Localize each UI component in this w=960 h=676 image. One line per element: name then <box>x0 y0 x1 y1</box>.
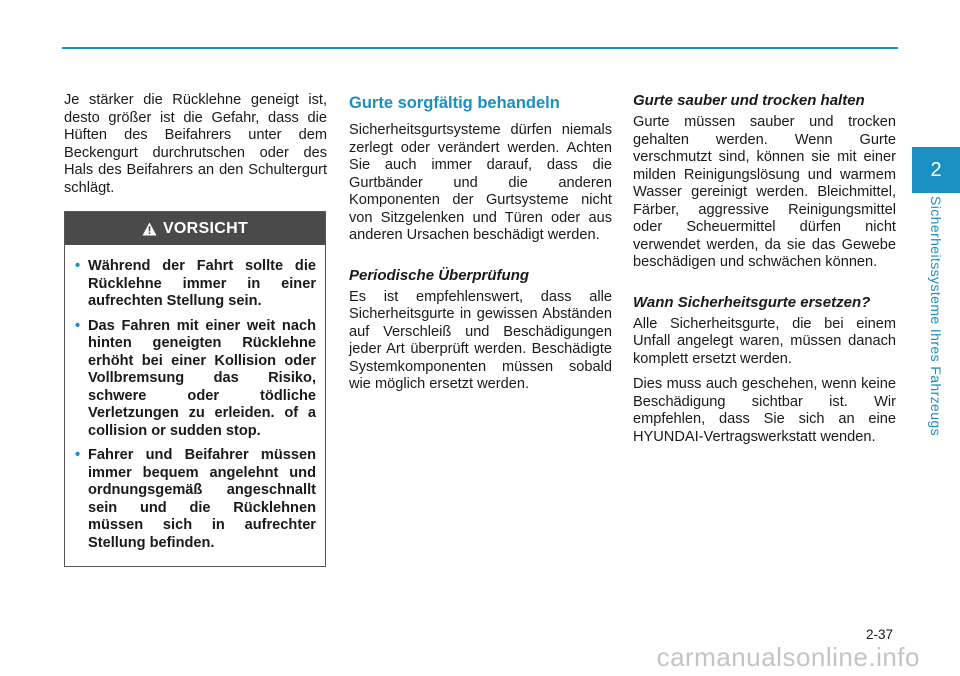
paragraph-replace: Alle Sicherheitsgurte, die bei einem Unfall angelegt waren, müssen danach komplett ersetzt werden. <box>633 315 896 367</box>
intro-paragraph: Je stärker die Rücklehne geneigt ist, desto größer ist die Gefahr, dass die Hüften des Beifahrers unter dem Beckengurt durchrutschen oder des Hals des Beifahrers an den Schultergurt schlägt. <box>64 92 327 196</box>
column-3 <box>633 92 896 454</box>
caution-item: • Während der Fahrt sollte die Rücklehne immer in einer aufrechten Stellung sein. <box>75 258 316 309</box>
chapter-title-vertical: Sicherheitssysteme Ihres Fahrzeugs <box>928 195 944 437</box>
paragraph-care: Sicherheitsgurtsysteme dürfen niemals zerlegt oder verändert werden. Achten Sie auch immer darauf, dass die Gurtbänder und die anderen Komponenten der Gurtsysteme nicht von Sitzgelenken und Türen oder aus anderen Ursachen beschädigt werden. <box>349 122 612 243</box>
watermark: carmanualsonline.info <box>656 642 920 672</box>
caution-box <box>64 211 326 567</box>
subheading-clean: Gurte sauber und trocken halten <box>633 92 865 109</box>
warning-triangle-icon <box>142 222 157 236</box>
caution-item: • Fahrer und Beifahrer müssen immer bequem angelehnt und ordnungsgemäß angeschnallt sein und die Rücklehnen müssen sich in aufrechter Stellung befinden. <box>75 447 316 551</box>
paragraph-clean: Gurte müssen sauber und trocken gehalten werden. Wenn Gurte verschmutzt sind, können sie mit einer milden Reinigungslösung und warmem Wasser gereinigt werden. Bleichmittel, Färber, aggressive Reinigungsmittel oder Scheuermittel dürfen nicht verwendet werden, da sie das Gewebe beschädigen und schwächen können. <box>633 114 896 270</box>
subheading-inspection: Periodische Überprüfung <box>349 266 530 284</box>
subheading-replace: Wann Sicherheitsgurte ersetzen? <box>633 293 871 311</box>
caution-header <box>65 212 325 245</box>
section-heading: Gurte sorgfältig behandeln <box>349 94 560 112</box>
caution-item: • Das Fahren mit einer weit nach hinten geneigten Rücklehne erhöht bei einer Kollision oder Vollbremsung das Risiko, schwere oder tödliche Verletzungen zu erleiden. of a collision or sudden stop. <box>75 317 316 439</box>
column-2 <box>349 92 612 402</box>
top-rule <box>62 47 898 49</box>
column-1 <box>64 92 327 205</box>
chapter-tab: 2 <box>912 147 960 193</box>
paragraph-dealer: Dies muss auch geschehen, wenn keine Beschädigung sichtbar ist. Wir empfehlen, dass Sie sich an eine HYUNDAI-Vertragswerkstatt wenden. <box>633 376 896 445</box>
caution-list <box>65 245 325 552</box>
paragraph-inspection: Es ist empfehlenswert, dass alle Sicherheitsgurte in gewissen Abständen auf Verschleiß und Beschädigungen jeder Art überprüft werden. Beschädigte Systemkomponenten müssen sobald wie möglich ersetzt werden. <box>349 288 612 392</box>
caution-title: VORSICHT <box>162 219 249 237</box>
page-number: 2-37 <box>865 627 893 642</box>
